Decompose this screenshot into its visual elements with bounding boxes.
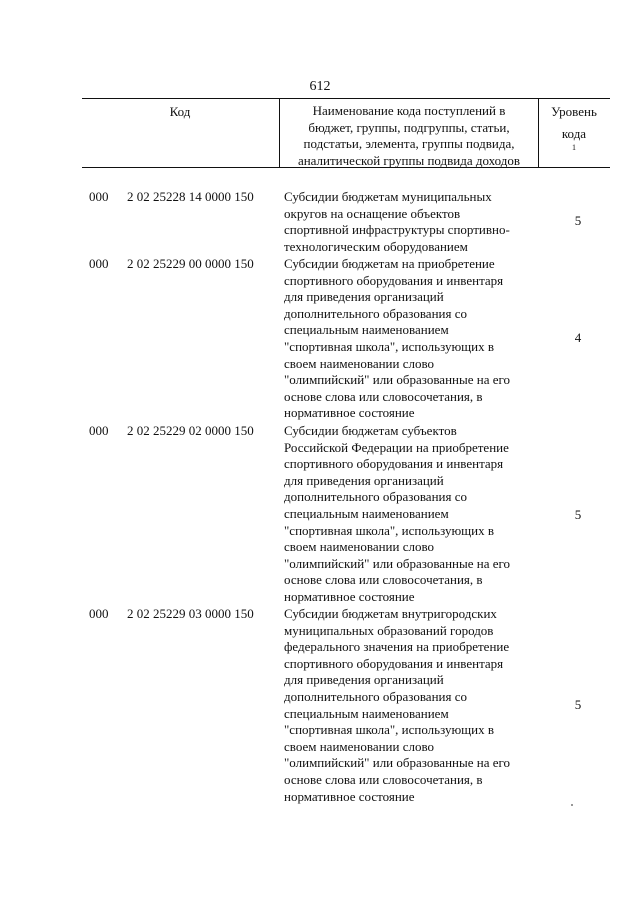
income-code: 2 02 25229 00 0000 150	[127, 256, 254, 271]
code-level: 5	[574, 507, 582, 522]
header-name-line: подстатьи, элемента, группы подвида,	[303, 136, 515, 152]
desc-line: "спортивная школа", использующих в	[284, 522, 495, 538]
header-name-line: Наименование кода поступлений в	[312, 103, 506, 118]
desc-line: для приведения организаций	[284, 472, 444, 488]
header-code-label: Код	[169, 104, 191, 119]
code-level: 5	[574, 213, 582, 228]
scan-speck	[571, 804, 573, 806]
income-code: 2 02 25228 14 0000 150	[127, 189, 254, 204]
desc-line: Субсидии бюджетам муниципальных	[284, 189, 492, 204]
desc-line: "спортивная школа", использующих в	[284, 338, 495, 354]
desc-line: федерального значения на приобретение	[284, 639, 510, 655]
desc-line: основе слова или словосочетания, в	[284, 388, 483, 404]
desc-line: дополнительного образования со	[284, 305, 467, 321]
desc-line: "олимпийский" или образованные на его	[284, 555, 510, 571]
desc-line: муниципальных образований городов	[284, 622, 494, 638]
desc-line: для приведения организаций	[284, 672, 444, 688]
income-description	[284, 189, 538, 255]
income-code: 2 02 25229 02 0000 150	[127, 423, 254, 438]
header-level-line2	[538, 121, 610, 159]
page-number: 612	[309, 79, 331, 94]
desc-line: специальным наименованием	[284, 322, 449, 338]
header-name-line: бюджет, группы, подгруппы, статьи,	[308, 119, 510, 135]
admin-code: 000	[89, 189, 109, 204]
admin-code: 000	[89, 256, 109, 271]
header-name-label	[280, 99, 538, 169]
code-level: 5	[574, 697, 582, 712]
desc-line: специальным наименованием	[284, 705, 449, 721]
desc-line: нормативное состояние	[284, 588, 415, 604]
desc-line: Субсидии бюджетам внутригородских	[284, 606, 497, 621]
desc-line: дополнительного образования со	[284, 489, 467, 505]
income-description	[284, 423, 538, 606]
desc-line: Субсидии бюджетам субъектов	[284, 423, 457, 438]
header-level-line1: Уровень	[551, 104, 597, 119]
income-description	[284, 256, 538, 422]
code-level: 4	[574, 330, 582, 345]
header-code-cell	[82, 99, 278, 167]
desc-line: нормативное состояние	[284, 788, 415, 804]
desc-line: "спортивная школа", использующих в	[284, 722, 495, 738]
desc-line: дополнительного образования со	[284, 688, 467, 704]
desc-line: своем наименовании слово	[284, 355, 435, 371]
desc-line: технологическим оборудованием	[284, 238, 468, 254]
header-level-label	[538, 99, 610, 159]
income-code: 2 02 25229 03 0000 150	[127, 606, 254, 621]
desc-line: спортивного оборудования и инвентаря	[284, 655, 504, 671]
desc-line: своем наименовании слово	[284, 539, 435, 555]
admin-code: 000	[89, 423, 109, 438]
desc-line: своем наименовании слово	[284, 738, 435, 754]
header-level-footnote: 1	[572, 143, 576, 153]
desc-line: "олимпийский" или образованные на его	[284, 755, 510, 771]
desc-line: основе слова или словосочетания, в	[284, 771, 483, 787]
desc-line: специальным наименованием	[284, 505, 449, 521]
desc-line: округов на оснащение объектов	[284, 205, 461, 221]
desc-line: спортивной инфраструктуры спортивно-	[284, 222, 510, 238]
income-description	[284, 606, 538, 805]
desc-line: Субсидии бюджетам на приобретение	[284, 256, 495, 271]
table-header	[82, 98, 610, 168]
desc-line: основе слова или словосочетания, в	[284, 572, 483, 588]
admin-code: 000	[89, 606, 109, 621]
header-level-word: кода	[561, 125, 587, 141]
desc-line: Российской Федерации на приобретение	[284, 439, 509, 455]
header-level-cell	[538, 99, 610, 167]
desc-line: нормативное состояние	[284, 405, 415, 421]
desc-line: спортивного оборудования и инвентаря	[284, 456, 504, 472]
desc-line: для приведения организаций	[284, 289, 444, 305]
desc-line: спортивного оборудования и инвентаря	[284, 272, 504, 288]
header-name-cell	[279, 99, 539, 167]
desc-line: "олимпийский" или образованные на его	[284, 372, 510, 388]
header-name-line: аналитической группы подвида доходов	[297, 152, 521, 168]
